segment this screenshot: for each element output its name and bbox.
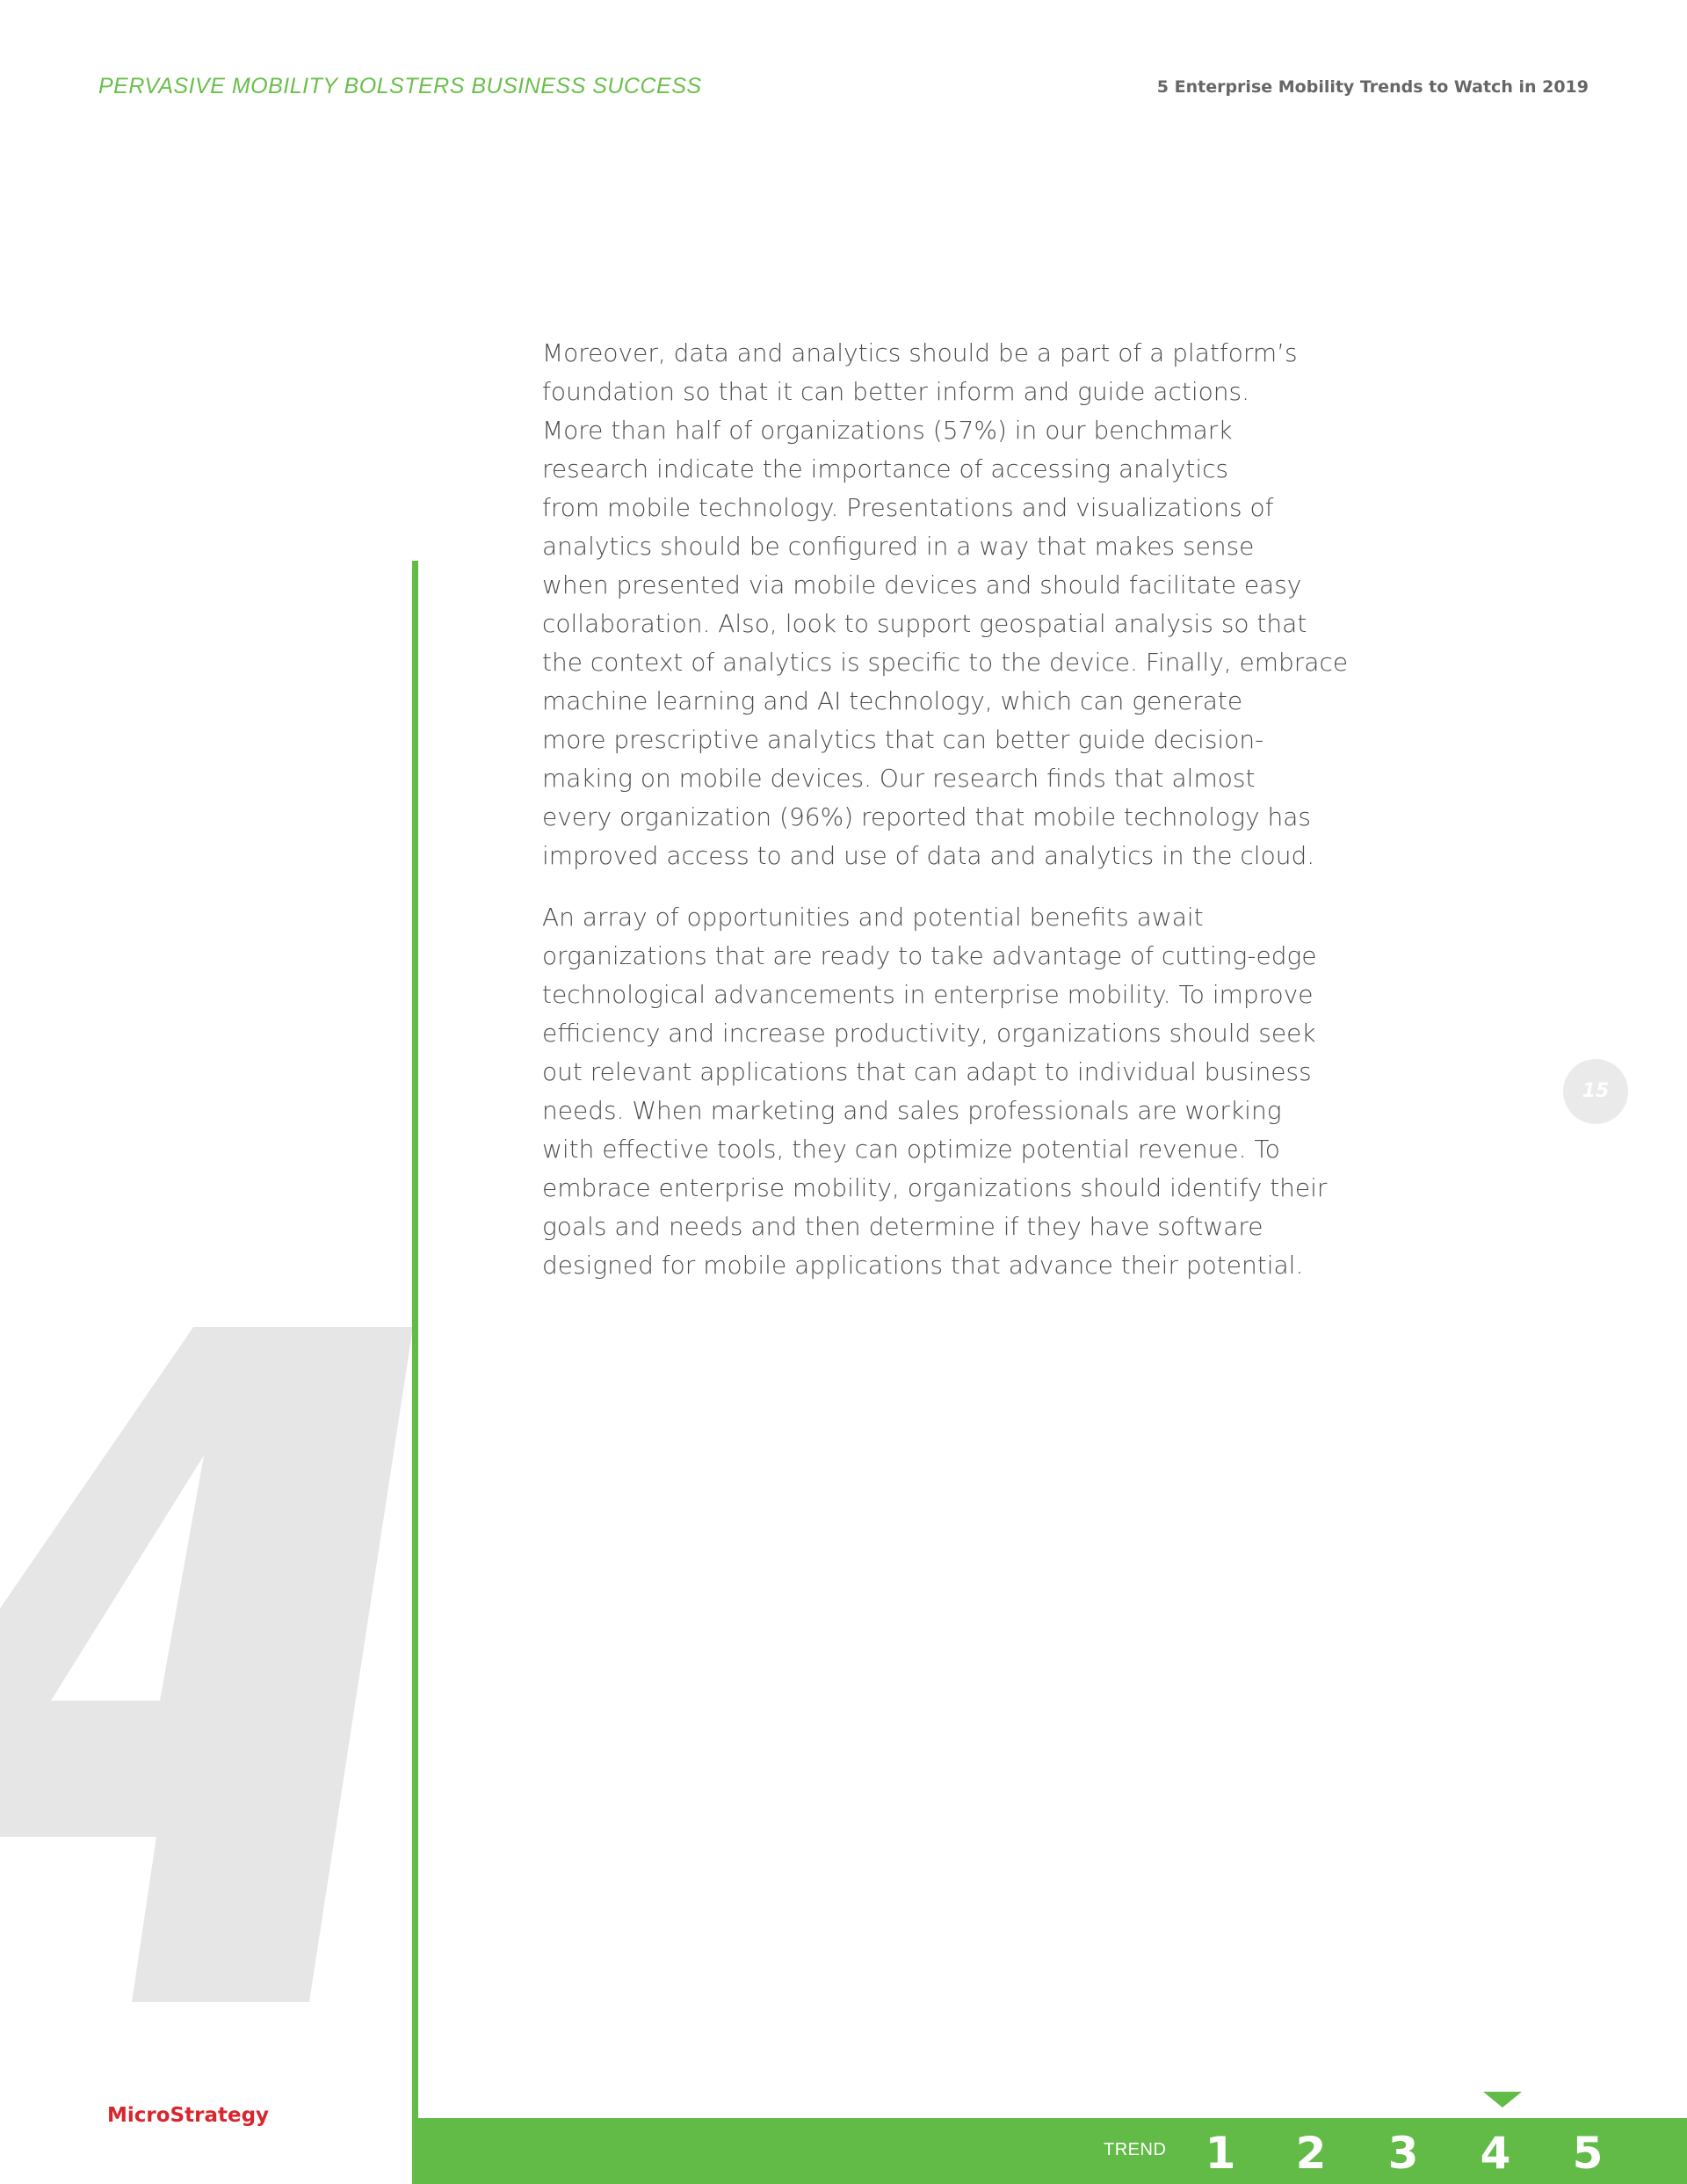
microstrategy-logo: MicroStrategy [107, 2104, 270, 2127]
trend-link-4[interactable]: 4 [1480, 2128, 1511, 2179]
paragraph: Moreover, data and analytics should be a part of a platform’s foundation so that it can better inform and guide actions. More than half of organizations (57%) in our benchmark research indicate the importance of accessing analytics from mobile technology. Presentations and visualizations of analytics should be configured in a way that makes sense when presented via mobile devices and should facilitate easy collaboration. Also, look to support geospatial analysis so that the context of analytics is specific to the device. Finally, embrace machine learning and AI technology, which can generate more prescriptive analytics that can better guide decision- making on mobile devices. Our research finds that almost every organization (96%) reported that mobile technology has improved access to and use of data and analytics in the cloud. [542, 338, 1349, 870]
body-text [542, 334, 1350, 1308]
trend-link-3[interactable]: 3 [1387, 2128, 1419, 2179]
trend-link-2[interactable]: 2 [1295, 2128, 1327, 2179]
vertical-accent-rule [412, 561, 418, 2184]
trend-label: TREND [1104, 2140, 1167, 2159]
active-trend-marker-icon [1483, 2092, 1522, 2108]
page-number-badge: 15 [1563, 1059, 1628, 1124]
trend-link-5[interactable]: 5 [1572, 2128, 1604, 2179]
trend-link-1[interactable]: 1 [1205, 2128, 1236, 2179]
document-title: 5 Enterprise Mobility Trends to Watch in 2019 [1156, 77, 1589, 97]
paragraph: An array of opportunities and potential benefits await organizations that are ready to take advantage of cutting-edge technological advancements in enterprise mobility. To improve efficiency and increase productivity, organizations should seek out relevant applications that can adapt to individual business needs. When marketing and sales professionals are working with effective tools, they can optimize potential revenue. To embrace enterprise mobility, organizations should identify their goals and needs and then determine if they have software designed for mobile applications that advance their potential. [542, 903, 1328, 1280]
trend-number-watermark [0, 1222, 413, 2030]
section-title: PERVASIVE MOBILITY BOLSTERS BUSINESS SUCCESS [98, 74, 702, 98]
